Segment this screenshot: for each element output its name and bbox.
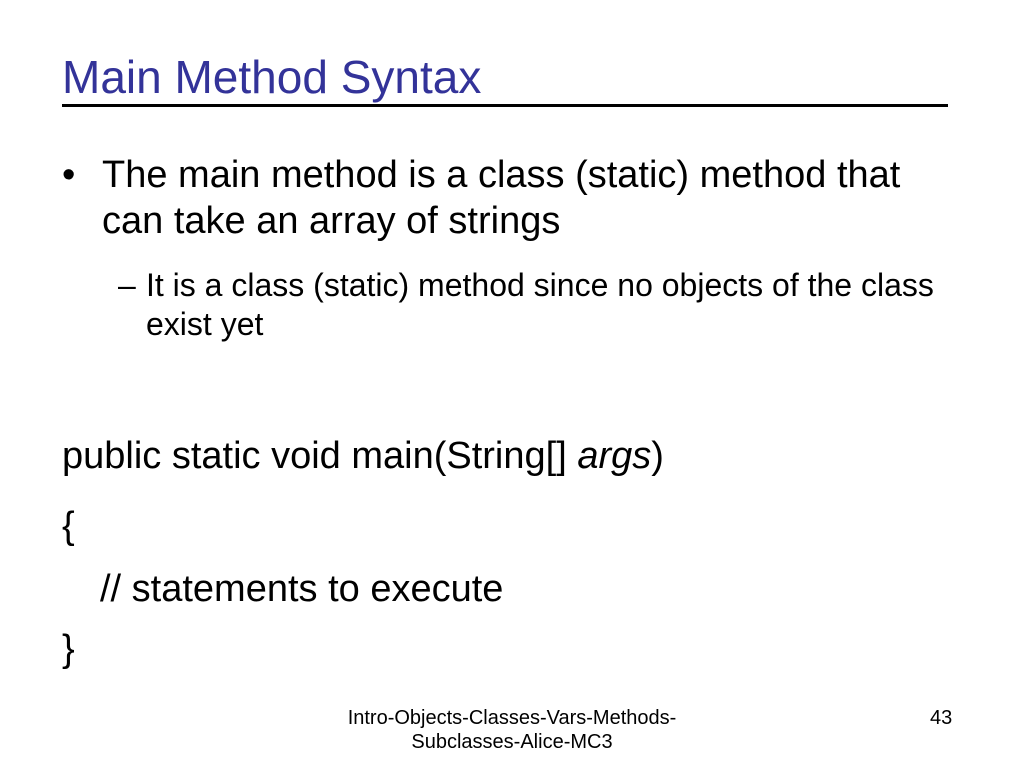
close-brace: }	[62, 628, 75, 670]
slide-title: Main Method Syntax	[62, 51, 482, 103]
title-underline	[62, 104, 948, 107]
bullet-text: The main method is a class (static) method that can take an array of strings	[102, 154, 901, 242]
footer-text	[312, 706, 712, 754]
open-brace: {	[62, 505, 75, 547]
sub-bullet-text: It is a class (static) method since no objects of the class exist yet	[146, 267, 934, 342]
signature-prefix: public static void main(String[]	[62, 435, 578, 477]
footer-line-1: Intro-Objects-Classes-Vars-Methods-	[347, 707, 677, 729]
body-comment: // statements to execute	[100, 568, 504, 610]
footer-line-2: Subclasses-Alice-MC3	[411, 731, 613, 753]
bullet-marker: •	[62, 154, 76, 196]
page-number: 43	[930, 707, 953, 729]
method-signature	[62, 433, 664, 479]
signature-suffix: )	[651, 435, 664, 477]
signature-param: args	[577, 435, 652, 477]
sub-bullet-marker: –	[118, 267, 136, 303]
